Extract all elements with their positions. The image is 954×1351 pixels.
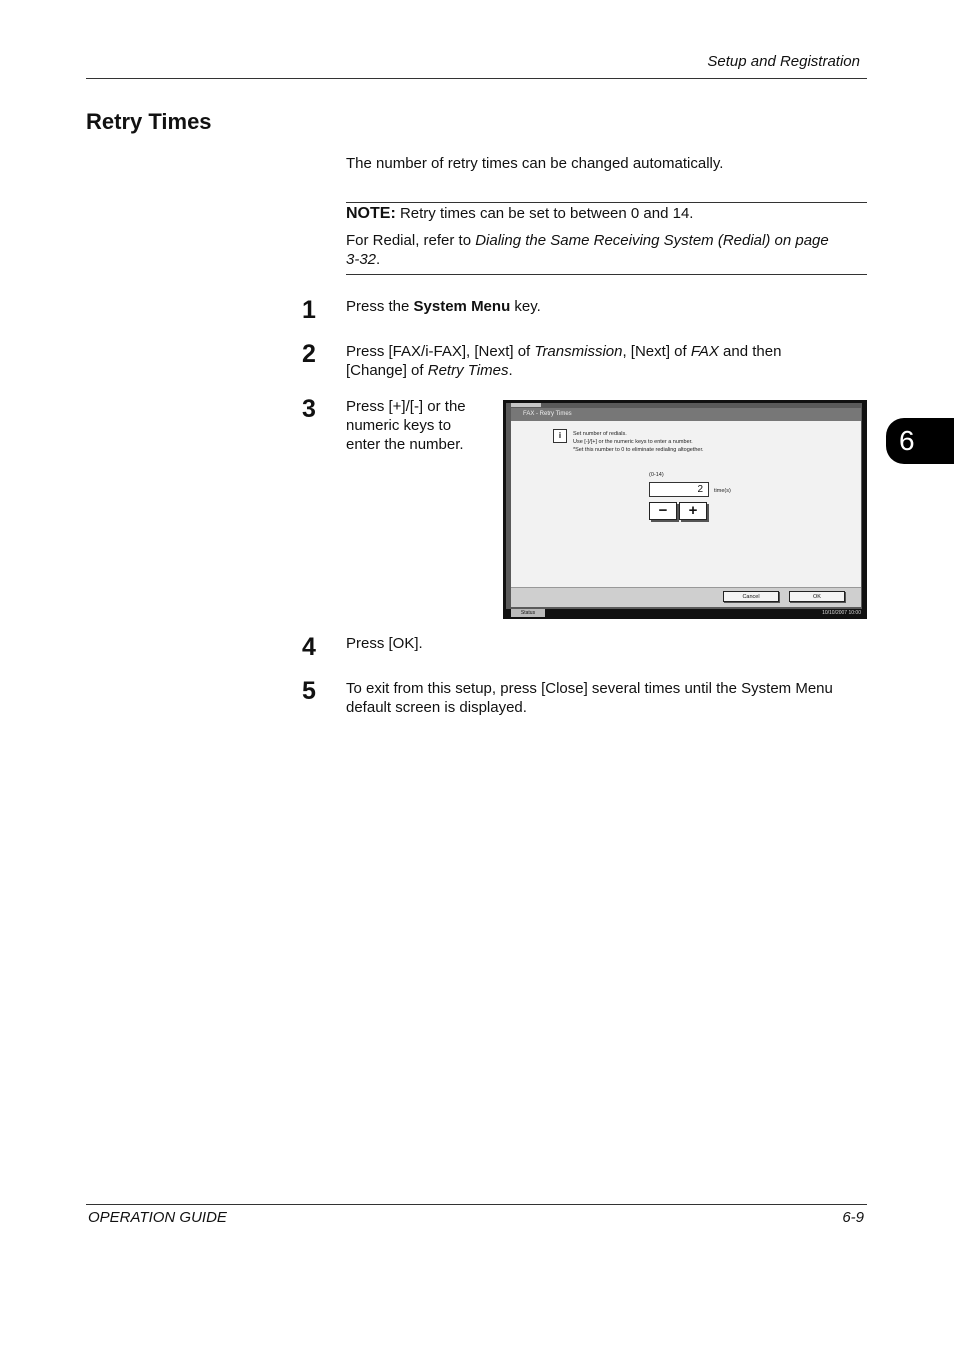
step-text-2: Press [FAX/i-FAX], [Next] of Transmission, [Next] of FAX and then [Change] of Retry Times. — [346, 343, 782, 379]
ok-button[interactable]: OK — [789, 591, 845, 602]
screen-message-line-3: *Set this number to 0 to eliminate redialing altogether. — [573, 447, 704, 453]
step-number-1: 1 — [302, 296, 316, 324]
screen-body — [511, 421, 861, 587]
unit-label: time(s) — [714, 488, 731, 494]
step-text-3: Press [+]/[-] or the numeric keys to enter the number. — [346, 398, 466, 453]
footer-title: OPERATION GUIDE — [88, 1209, 227, 1226]
note-label: NOTE: — [346, 205, 396, 222]
chapter-tab: 6 — [886, 418, 954, 464]
retry-times-field[interactable]: 2 — [649, 482, 709, 497]
step-number-5: 5 — [302, 677, 316, 705]
status-button[interactable]: Status — [511, 609, 545, 617]
status-datetime: 10/10/2007 10:00 — [822, 610, 861, 616]
step-text-1: Press the System Menu key. — [346, 298, 541, 315]
page-number: 6-9 — [842, 1209, 864, 1226]
note-ref-prefix: For Redial, refer to — [346, 232, 476, 249]
screen-message — [573, 430, 704, 454]
note-text: Retry times can be set to between 0 and 14. — [395, 205, 694, 222]
note-line-2 — [346, 231, 846, 269]
status-bar — [511, 609, 861, 617]
note-line-1 — [346, 205, 693, 223]
step-number-3: 3 — [302, 395, 316, 423]
system-menu-key-label: System Menu — [413, 298, 511, 315]
intro-text: The number of retry times can be changed automatically. — [346, 155, 724, 172]
note-reference: Dialing the Same Receiving System (Redial) on page 3-32 — [346, 232, 829, 268]
info-icon: i — [553, 429, 567, 443]
screen-button-bar — [511, 587, 861, 607]
note-top-rule — [346, 202, 867, 203]
screen-tab — [511, 403, 541, 407]
page-title: Retry Times — [86, 109, 212, 134]
operation-panel-screenshot — [503, 400, 867, 619]
plus-button[interactable]: + — [679, 502, 707, 520]
range-label: (0-14) — [649, 472, 664, 478]
footer-rule — [86, 1204, 867, 1205]
screen-title: FAX - Retry Times — [511, 408, 861, 421]
screen-message-line-2: Use [-]/[+] or the numeric keys to enter a number. — [573, 439, 693, 445]
step-text-4: Press [OK]. — [346, 635, 423, 652]
step-text-5: To exit from this setup, press [Close] several times until the System Menu default screen is displayed. — [346, 680, 833, 716]
step-number-4: 4 — [302, 633, 316, 661]
running-header: Setup and Registration — [707, 53, 860, 70]
minus-button[interactable]: − — [649, 502, 677, 520]
note-ref-suffix: . — [376, 251, 381, 268]
header-rule — [86, 78, 867, 79]
screen-message-line-1: Set number of redials. — [573, 431, 627, 437]
note-bottom-rule — [346, 274, 867, 275]
screen-frame — [506, 403, 862, 616]
cancel-button[interactable]: Cancel — [723, 591, 779, 602]
step-number-2: 2 — [302, 340, 316, 368]
